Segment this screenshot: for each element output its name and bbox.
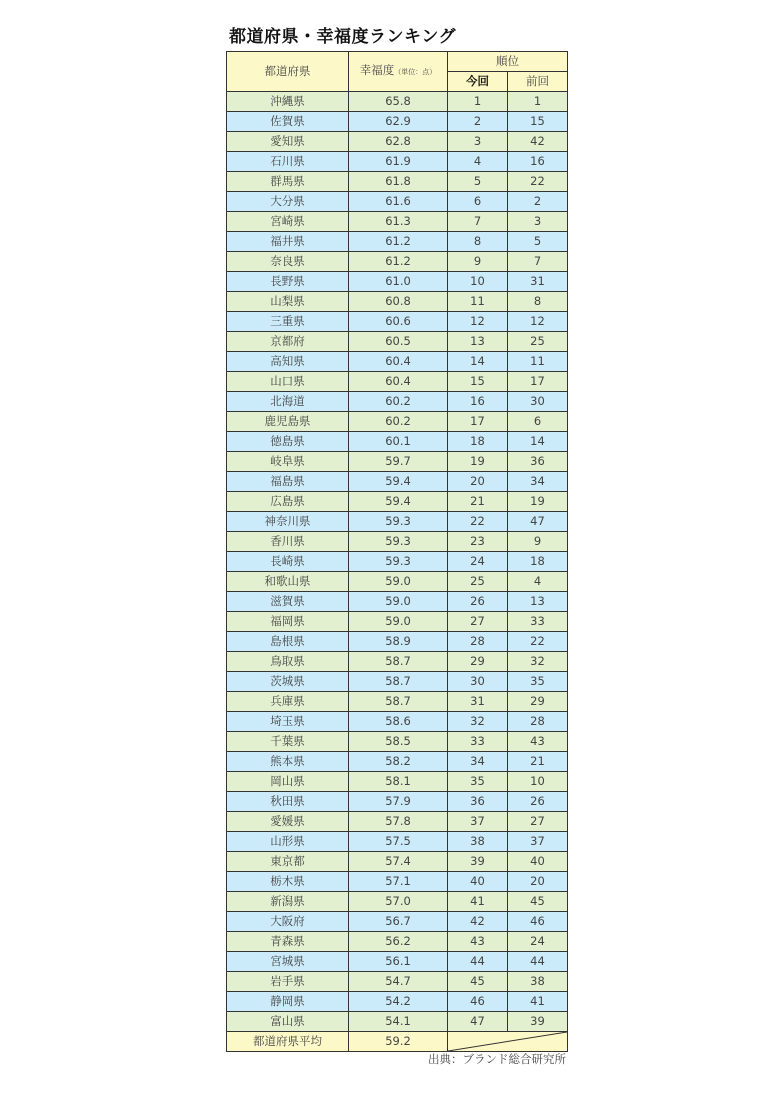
rank-current-cell: 46 <box>448 992 508 1012</box>
rank-current-cell: 1 <box>448 92 508 112</box>
table-row <box>227 632 568 652</box>
average-score: 59.2 <box>349 1032 448 1052</box>
score-cell: 58.6 <box>349 712 448 732</box>
rank-previous-cell: 43 <box>508 732 568 752</box>
rank-previous-cell: 8 <box>508 292 568 312</box>
rank-current-cell: 45 <box>448 972 508 992</box>
rank-previous-cell: 14 <box>508 432 568 452</box>
rank-current-cell: 38 <box>448 832 508 852</box>
table-row <box>227 532 568 552</box>
table-row <box>227 512 568 532</box>
table-row <box>227 552 568 572</box>
prefecture-cell: 奈良県 <box>227 252 349 272</box>
rank-current-cell: 40 <box>448 872 508 892</box>
rank-previous-cell: 18 <box>508 552 568 572</box>
prefecture-cell: 岐阜県 <box>227 452 349 472</box>
rank-previous-cell: 5 <box>508 232 568 252</box>
score-cell: 54.2 <box>349 992 448 1012</box>
table-row <box>227 192 568 212</box>
prefecture-cell: 広島県 <box>227 492 349 512</box>
prefecture-cell: 京都府 <box>227 332 349 352</box>
prefecture-cell: 北海道 <box>227 392 349 412</box>
diagonal-line-icon <box>448 1032 567 1051</box>
table-row <box>227 292 568 312</box>
rank-current-cell: 30 <box>448 672 508 692</box>
header-rank-current: 今回 <box>448 72 508 92</box>
page-title: 都道府県・幸福度ランキング <box>229 27 456 47</box>
rank-previous-cell: 26 <box>508 792 568 812</box>
prefecture-cell: 長野県 <box>227 272 349 292</box>
rank-current-cell: 13 <box>448 332 508 352</box>
score-cell: 65.8 <box>349 92 448 112</box>
prefecture-cell: 埼玉県 <box>227 712 349 732</box>
rank-previous-cell: 21 <box>508 752 568 772</box>
header-happiness-label: 幸福度 <box>359 63 395 77</box>
score-cell: 59.4 <box>349 472 448 492</box>
score-cell: 59.0 <box>349 572 448 592</box>
rank-current-cell: 44 <box>448 952 508 972</box>
score-cell: 61.2 <box>349 252 448 272</box>
table-row <box>227 752 568 772</box>
table-row <box>227 592 568 612</box>
prefecture-cell: 和歌山県 <box>227 572 349 592</box>
rank-current-cell: 7 <box>448 212 508 232</box>
prefecture-cell: 茨城県 <box>227 672 349 692</box>
table-row <box>227 1012 568 1032</box>
prefecture-cell: 長崎県 <box>227 552 349 572</box>
table-row <box>227 492 568 512</box>
rank-current-cell: 41 <box>448 892 508 912</box>
table-row <box>227 252 568 272</box>
table-row <box>227 692 568 712</box>
score-cell: 54.7 <box>349 972 448 992</box>
score-cell: 58.7 <box>349 672 448 692</box>
rank-current-cell: 32 <box>448 712 508 732</box>
prefecture-cell: 千葉県 <box>227 732 349 752</box>
rank-previous-cell: 36 <box>508 452 568 472</box>
table-row <box>227 172 568 192</box>
score-cell: 57.1 <box>349 872 448 892</box>
prefecture-cell: 佐賀県 <box>227 112 349 132</box>
rank-current-cell: 42 <box>448 912 508 932</box>
rank-current-cell: 2 <box>448 112 508 132</box>
rank-previous-cell: 29 <box>508 692 568 712</box>
score-cell: 60.2 <box>349 392 448 412</box>
rank-previous-cell: 35 <box>508 672 568 692</box>
rank-current-cell: 10 <box>448 272 508 292</box>
table-row <box>227 132 568 152</box>
rank-current-cell: 3 <box>448 132 508 152</box>
table-row <box>227 232 568 252</box>
table-row <box>227 152 568 172</box>
rank-previous-cell: 31 <box>508 272 568 292</box>
average-label: 都道府県平均 <box>227 1032 349 1052</box>
rank-current-cell: 39 <box>448 852 508 872</box>
table-row <box>227 992 568 1012</box>
rank-current-cell: 47 <box>448 1012 508 1032</box>
prefecture-cell: 富山県 <box>227 1012 349 1032</box>
rank-previous-cell: 40 <box>508 852 568 872</box>
rank-current-cell: 15 <box>448 372 508 392</box>
rank-previous-cell: 44 <box>508 952 568 972</box>
prefecture-cell: 岡山県 <box>227 772 349 792</box>
rank-previous-cell: 15 <box>508 112 568 132</box>
prefecture-cell: 香川県 <box>227 532 349 552</box>
prefecture-cell: 栃木県 <box>227 872 349 892</box>
prefecture-cell: 群馬県 <box>227 172 349 192</box>
score-cell: 58.9 <box>349 632 448 652</box>
table-row <box>227 612 568 632</box>
rank-previous-cell: 41 <box>508 992 568 1012</box>
rank-previous-cell: 22 <box>508 632 568 652</box>
rank-previous-cell: 47 <box>508 512 568 532</box>
prefecture-cell: 島根県 <box>227 632 349 652</box>
rank-previous-cell: 20 <box>508 872 568 892</box>
rank-current-cell: 18 <box>448 432 508 452</box>
prefecture-cell: 滋賀県 <box>227 592 349 612</box>
table-row <box>227 832 568 852</box>
table-row <box>227 712 568 732</box>
prefecture-cell: 福井県 <box>227 232 349 252</box>
prefecture-cell: 徳島県 <box>227 432 349 452</box>
rank-current-cell: 16 <box>448 392 508 412</box>
score-cell: 60.4 <box>349 372 448 392</box>
rank-current-cell: 12 <box>448 312 508 332</box>
score-cell: 59.3 <box>349 532 448 552</box>
rank-previous-cell: 13 <box>508 592 568 612</box>
score-cell: 61.0 <box>349 272 448 292</box>
table-row <box>227 812 568 832</box>
rank-current-cell: 24 <box>448 552 508 572</box>
score-cell: 56.1 <box>349 952 448 972</box>
score-cell: 57.0 <box>349 892 448 912</box>
table-row <box>227 732 568 752</box>
score-cell: 56.7 <box>349 912 448 932</box>
rank-current-cell: 4 <box>448 152 508 172</box>
prefecture-cell: 山口県 <box>227 372 349 392</box>
rank-current-cell: 37 <box>448 812 508 832</box>
prefecture-cell: 岩手県 <box>227 972 349 992</box>
rank-previous-cell: 1 <box>508 92 568 112</box>
table-row <box>227 212 568 232</box>
table-row <box>227 972 568 992</box>
rank-previous-cell: 2 <box>508 192 568 212</box>
table-row <box>227 892 568 912</box>
rank-current-cell: 29 <box>448 652 508 672</box>
table-row <box>227 792 568 812</box>
prefecture-cell: 兵庫県 <box>227 692 349 712</box>
prefecture-cell: 沖縄県 <box>227 92 349 112</box>
rank-current-cell: 5 <box>448 172 508 192</box>
prefecture-cell: 秋田県 <box>227 792 349 812</box>
rank-previous-cell: 16 <box>508 152 568 172</box>
rank-current-cell: 9 <box>448 252 508 272</box>
table-row <box>227 652 568 672</box>
rank-current-cell: 19 <box>448 452 508 472</box>
rank-previous-cell: 7 <box>508 252 568 272</box>
rank-current-cell: 43 <box>448 932 508 952</box>
prefecture-cell: 石川県 <box>227 152 349 172</box>
table-row <box>227 92 568 112</box>
prefecture-cell: 宮城県 <box>227 952 349 972</box>
table-body <box>227 92 568 1032</box>
table-row <box>227 932 568 952</box>
score-cell: 59.4 <box>349 492 448 512</box>
table-row <box>227 772 568 792</box>
rank-current-cell: 8 <box>448 232 508 252</box>
score-cell: 61.8 <box>349 172 448 192</box>
rank-current-cell: 36 <box>448 792 508 812</box>
rank-current-cell: 35 <box>448 772 508 792</box>
table-row <box>227 272 568 292</box>
rank-current-cell: 14 <box>448 352 508 372</box>
score-cell: 59.0 <box>349 592 448 612</box>
prefecture-cell: 高知県 <box>227 352 349 372</box>
rank-previous-cell: 9 <box>508 532 568 552</box>
score-cell: 61.6 <box>349 192 448 212</box>
prefecture-cell: 新潟県 <box>227 892 349 912</box>
prefecture-cell: 三重県 <box>227 312 349 332</box>
score-cell: 62.9 <box>349 112 448 132</box>
prefecture-cell: 福島県 <box>227 472 349 492</box>
score-cell: 61.9 <box>349 152 448 172</box>
prefecture-cell: 大分県 <box>227 192 349 212</box>
rank-current-cell: 20 <box>448 472 508 492</box>
score-cell: 61.3 <box>349 212 448 232</box>
table-row <box>227 672 568 692</box>
rank-current-cell: 26 <box>448 592 508 612</box>
prefecture-cell: 東京都 <box>227 852 349 872</box>
header-happiness-unit: （単位：点） <box>394 68 437 76</box>
table-row <box>227 372 568 392</box>
prefecture-cell: 鹿児島県 <box>227 412 349 432</box>
table-row <box>227 472 568 492</box>
average-row <box>227 1032 568 1052</box>
table-row <box>227 312 568 332</box>
score-cell: 60.8 <box>349 292 448 312</box>
prefecture-cell: 宮崎県 <box>227 212 349 232</box>
score-cell: 57.4 <box>349 852 448 872</box>
rank-current-cell: 11 <box>448 292 508 312</box>
rank-previous-cell: 6 <box>508 412 568 432</box>
score-cell: 62.8 <box>349 132 448 152</box>
prefecture-cell: 大阪府 <box>227 912 349 932</box>
table-row <box>227 392 568 412</box>
score-cell: 57.5 <box>349 832 448 852</box>
rank-current-cell: 33 <box>448 732 508 752</box>
prefecture-cell: 神奈川県 <box>227 512 349 532</box>
score-cell: 58.2 <box>349 752 448 772</box>
rank-current-cell: 22 <box>448 512 508 532</box>
rank-previous-cell: 19 <box>508 492 568 512</box>
score-cell: 58.7 <box>349 692 448 712</box>
rank-previous-cell: 38 <box>508 972 568 992</box>
empty-diagonal-cell <box>448 1032 568 1052</box>
rank-previous-cell: 11 <box>508 352 568 372</box>
source-caption: 出典：ブランド総合研究所 <box>428 1052 566 1066</box>
table-row <box>227 872 568 892</box>
table-row <box>227 332 568 352</box>
score-cell: 58.7 <box>349 652 448 672</box>
score-cell: 61.2 <box>349 232 448 252</box>
table-row <box>227 452 568 472</box>
rank-previous-cell: 28 <box>508 712 568 732</box>
rank-previous-cell: 33 <box>508 612 568 632</box>
prefecture-cell: 福岡県 <box>227 612 349 632</box>
header-rank-previous: 前回 <box>508 72 568 92</box>
prefecture-cell: 静岡県 <box>227 992 349 1012</box>
rank-previous-cell: 39 <box>508 1012 568 1032</box>
header-happiness <box>349 52 448 92</box>
table-row <box>227 412 568 432</box>
rank-current-cell: 27 <box>448 612 508 632</box>
rank-current-cell: 6 <box>448 192 508 212</box>
score-cell: 59.0 <box>349 612 448 632</box>
rank-previous-cell: 37 <box>508 832 568 852</box>
score-cell: 60.5 <box>349 332 448 352</box>
score-cell: 60.4 <box>349 352 448 372</box>
rank-previous-cell: 32 <box>508 652 568 672</box>
score-cell: 60.2 <box>349 412 448 432</box>
rank-previous-cell: 24 <box>508 932 568 952</box>
score-cell: 59.3 <box>349 512 448 532</box>
prefecture-cell: 山形県 <box>227 832 349 852</box>
score-cell: 56.2 <box>349 932 448 952</box>
score-cell: 58.5 <box>349 732 448 752</box>
header-prefecture: 都道府県 <box>227 52 349 92</box>
table-row <box>227 352 568 372</box>
prefecture-cell: 愛知県 <box>227 132 349 152</box>
rank-current-cell: 34 <box>448 752 508 772</box>
table-row <box>227 912 568 932</box>
rank-previous-cell: 10 <box>508 772 568 792</box>
rank-previous-cell: 30 <box>508 392 568 412</box>
header-rank: 順位 <box>448 52 568 72</box>
table-row <box>227 432 568 452</box>
prefecture-cell: 鳥取県 <box>227 652 349 672</box>
prefecture-cell: 山梨県 <box>227 292 349 312</box>
prefecture-cell: 青森県 <box>227 932 349 952</box>
score-cell: 60.1 <box>349 432 448 452</box>
score-cell: 60.6 <box>349 312 448 332</box>
score-cell: 57.8 <box>349 812 448 832</box>
rank-previous-cell: 27 <box>508 812 568 832</box>
rank-current-cell: 17 <box>448 412 508 432</box>
rank-current-cell: 28 <box>448 632 508 652</box>
score-cell: 58.1 <box>349 772 448 792</box>
table-row <box>227 852 568 872</box>
rank-previous-cell: 34 <box>508 472 568 492</box>
rank-previous-cell: 46 <box>508 912 568 932</box>
rank-current-cell: 21 <box>448 492 508 512</box>
rank-previous-cell: 42 <box>508 132 568 152</box>
rank-previous-cell: 17 <box>508 372 568 392</box>
table-row <box>227 572 568 592</box>
score-cell: 59.3 <box>349 552 448 572</box>
rank-previous-cell: 3 <box>508 212 568 232</box>
table-row <box>227 952 568 972</box>
prefecture-cell: 熊本県 <box>227 752 349 772</box>
rank-previous-cell: 4 <box>508 572 568 592</box>
prefecture-cell: 愛媛県 <box>227 812 349 832</box>
score-cell: 57.9 <box>349 792 448 812</box>
ranking-table <box>226 51 568 1052</box>
rank-current-cell: 31 <box>448 692 508 712</box>
rank-current-cell: 23 <box>448 532 508 552</box>
rank-previous-cell: 25 <box>508 332 568 352</box>
rank-previous-cell: 45 <box>508 892 568 912</box>
rank-current-cell: 25 <box>448 572 508 592</box>
table-row <box>227 112 568 132</box>
rank-previous-cell: 12 <box>508 312 568 332</box>
rank-previous-cell: 22 <box>508 172 568 192</box>
score-cell: 59.7 <box>349 452 448 472</box>
score-cell: 54.1 <box>349 1012 448 1032</box>
